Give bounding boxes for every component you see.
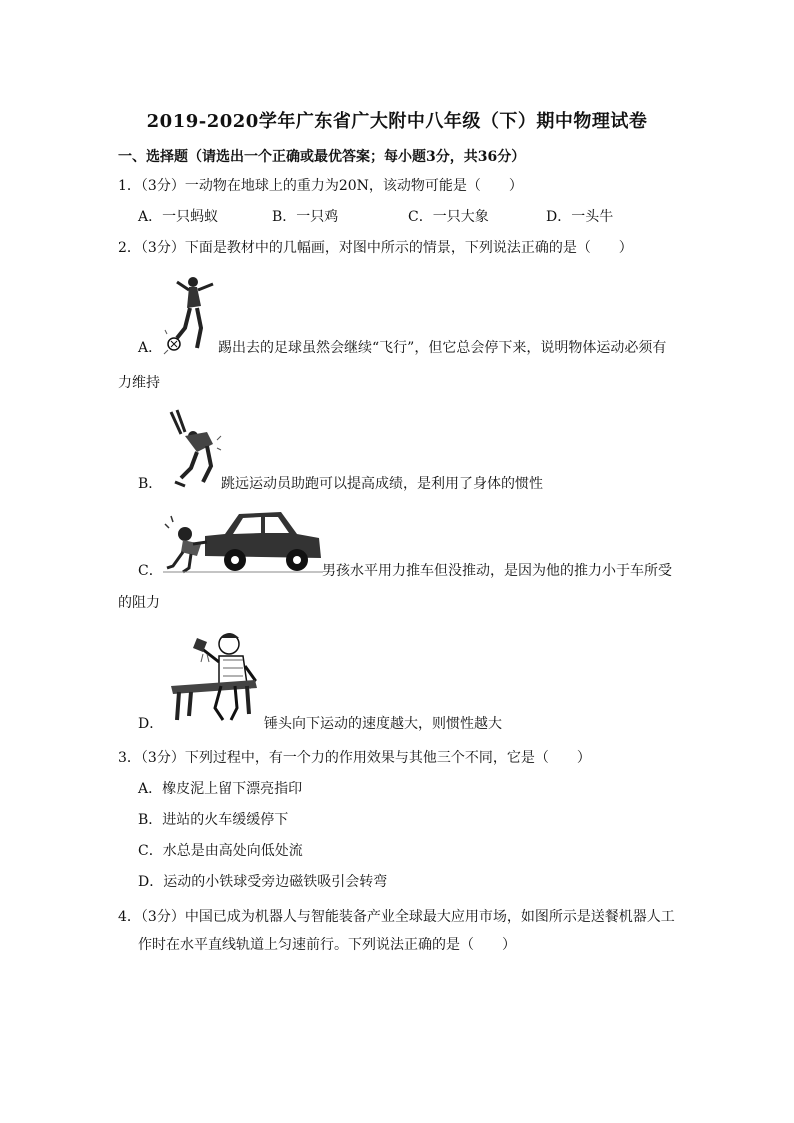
question-2-option-c-text: 男孩水平用力推车但没推动，是因为他的推力小于车所受 (322, 563, 672, 579)
question-2-option-a-text-cont: 力维持 (118, 375, 160, 391)
long-jumper-icon (163, 406, 223, 491)
question-3-stem: 3．（3分）下列过程中，有一个力的作用效果与其他三个不同，它是（ ） (118, 750, 591, 766)
question-2-option-a-label[interactable]: A． (138, 340, 163, 356)
question-2-option-b-label[interactable]: B． (138, 476, 163, 492)
soccer-player-icon (163, 272, 221, 357)
question-2-option-d-text: 锤头向下运动的速度越大，则惯性越大 (264, 716, 502, 732)
question-3-option-d[interactable]: D．运动的小铁球受旁边磁铁吸引会转弯 (138, 874, 388, 890)
section-heading: 一、选择题（请选出一个正确或最优答案；每小题3分，共36分） (118, 149, 526, 165)
boy-pushing-car-icon (163, 506, 325, 578)
question-2-option-c-text-cont: 的阻力 (118, 595, 160, 611)
question-4-stem-line-1: 4．（3分）中国已成为机器人与智能装备产业全球最大应用市场，如图所示是送餐机器人工 (118, 909, 675, 925)
question-1-option-b[interactable]: B．一只鸡 (272, 209, 339, 225)
question-4-stem-line-2: 作时在水平直线轨道上匀速前行。下列说法正确的是（ ） (138, 937, 516, 953)
question-1-option-a[interactable]: A．一只蚂蚁 (138, 209, 219, 225)
question-1-option-d[interactable]: D．一头牛 (546, 209, 614, 225)
question-3-option-b[interactable]: B．进站的火车缓缓停下 (138, 812, 289, 828)
question-2-option-b-text: 跳远运动员助跑可以提高成绩，是利用了身体的惯性 (221, 476, 543, 492)
question-2-option-a-text: 踢出去的足球虽然会继续“飞行”，但它总会停下来，说明物体运动必须有 (218, 340, 667, 356)
question-3-option-c[interactable]: C．水总是由高处向低处流 (138, 843, 303, 859)
man-hammering-icon (163, 624, 263, 724)
question-3-option-a[interactable]: A．橡皮泥上留下漂亮指印 (138, 781, 303, 797)
question-1-option-c[interactable]: C．一只大象 (408, 209, 489, 225)
question-2-stem: 2．（3分）下面是教材中的几幅画，对图中所示的情景，下列说法正确的是（ ） (118, 240, 633, 256)
question-2-option-c-label[interactable]: C． (138, 563, 163, 579)
page-title: 2019-2020学年广东省广大附中八年级（下）期中物理试卷 (146, 111, 648, 132)
question-1-stem: 1．（3分）一动物在地球上的重力为20N，该动物可能是（ ） (118, 178, 523, 194)
question-2-option-d-label[interactable]: D． (138, 716, 164, 732)
